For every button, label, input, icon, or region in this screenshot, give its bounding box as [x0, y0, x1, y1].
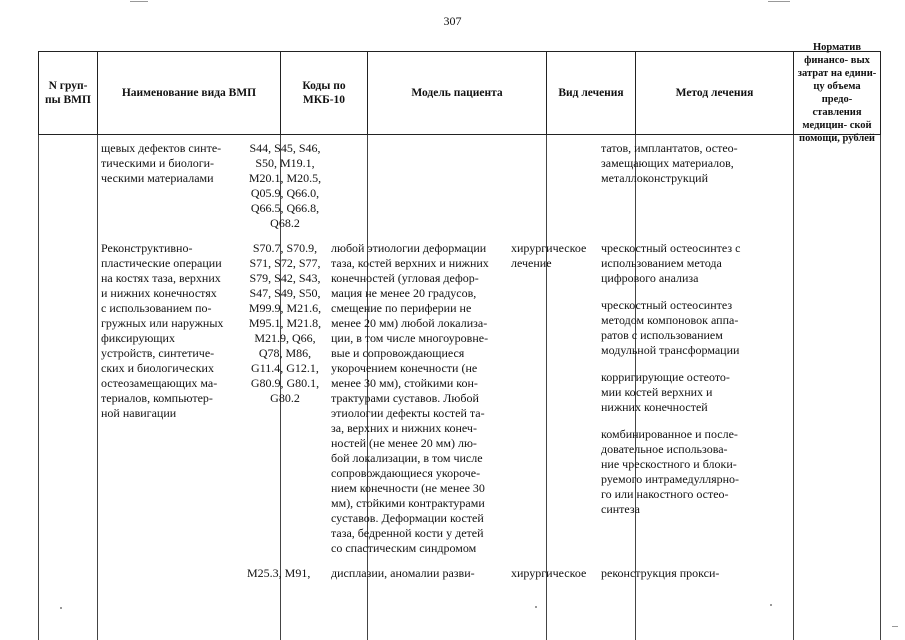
row2-codes: S70.7, S70.9, S71, S72, S77, S79, S42, S43, S47, S49, S50, M99.9, M21.6, M95.1, M21.8, M21.9, Q66, Q78, M86, G11.4, G12.1, G80.9, G80.1, G80.2 [248, 241, 322, 405]
header-treatment-type: Вид лечения [547, 52, 636, 134]
header-name: Наименование вида ВМП [98, 52, 281, 134]
scan-mark [535, 606, 537, 608]
method-item: корригирующие остеото- мии костей верхних и нижних конечностей [601, 370, 730, 414]
header-model: Модель пациента [368, 52, 547, 134]
row2-model: любой этиологии деформации таза, костей верхних и нижних конечностей (угловая дефор- мация не менее 20 градусов, смещение по периферии не менее 20 мм) любой локализа- ции, в том числе многоуровне- вые и сопровождающиеся укорочением конечности (не менее 30 мм), стойкими кон- трактурами суставов. Любой этиологии дефекты костей та- за, верхних и нижних конеч- ностей (не менее 20 мм) лю- бой локализации, в том числе сопровождающиеся укороче- нием конечности (не менее 30 мм), стойкими контрактурами суставов. Деформации костей таза, бедренной кости у детей со спастическим синдромом [331, 241, 489, 555]
scan-mark [770, 604, 772, 606]
row2-treatment-type: хирургическое лечение [511, 241, 587, 270]
scan-mark [60, 607, 62, 609]
column-divider [880, 135, 881, 640]
header-group: N груп- пы ВМП [39, 52, 98, 134]
column-divider [546, 135, 547, 640]
column-divider [97, 135, 98, 640]
row3-method: реконструкция прокси- [601, 566, 720, 580]
column-divider [38, 135, 39, 640]
column-divider [793, 135, 794, 640]
scan-mark [892, 626, 898, 627]
table-header [38, 42, 881, 144]
row1-method: татов, имплантатов, остео- замещающих материалов, металлоконструкций [601, 141, 738, 185]
row3-model: дисплазии, аномалии разви- [331, 566, 475, 580]
row1-codes: S44, S45, S46, S50, M19.1, M20.1, M20.5, Q05.9, Q66.0, Q66.5, Q66.8, Q68.2 [248, 141, 322, 230]
scan-mark [130, 1, 148, 2]
method-item: чрескостный остеосинтез методом компоновок аппа- ратов с использованием модульной трансформации [601, 298, 740, 357]
method-item: чрескостный остеосинтез с использованием метода цифрового анализа [601, 241, 741, 285]
method-item: комбинированное и после- довательное использова- ние чрескостного и блоки- руемого интрамедуллярно- го или накостного остео- синтеза [601, 427, 740, 516]
scan-mark [768, 1, 790, 2]
header-codes: Коды по МКБ-10 [281, 52, 368, 134]
row3-codes: M25.3, M91, [247, 566, 311, 580]
row1-name: щевых дефектов синте- тическими и биологи- ческими материалами [101, 141, 222, 185]
row2-method-list [601, 241, 759, 529]
row2-name: Реконструктивно- пластические операции на костях таза, верхних и нижних конечностях с использованием по- гружных или наружных фиксирующих устройств, синтетиче- ских и биологических остеозамещающих ма- териалов, компьютер- ной навигации [101, 241, 224, 420]
page-number: 307 [443, 14, 462, 28]
header-method: Метод лечения [636, 52, 794, 134]
row3-treatment-type: хирургическое [511, 566, 587, 580]
header-finance: Норматив финансо- вых затрат на едини- цу объема предо- ставления медицин- ской помощи, рублей [797, 42, 877, 144]
